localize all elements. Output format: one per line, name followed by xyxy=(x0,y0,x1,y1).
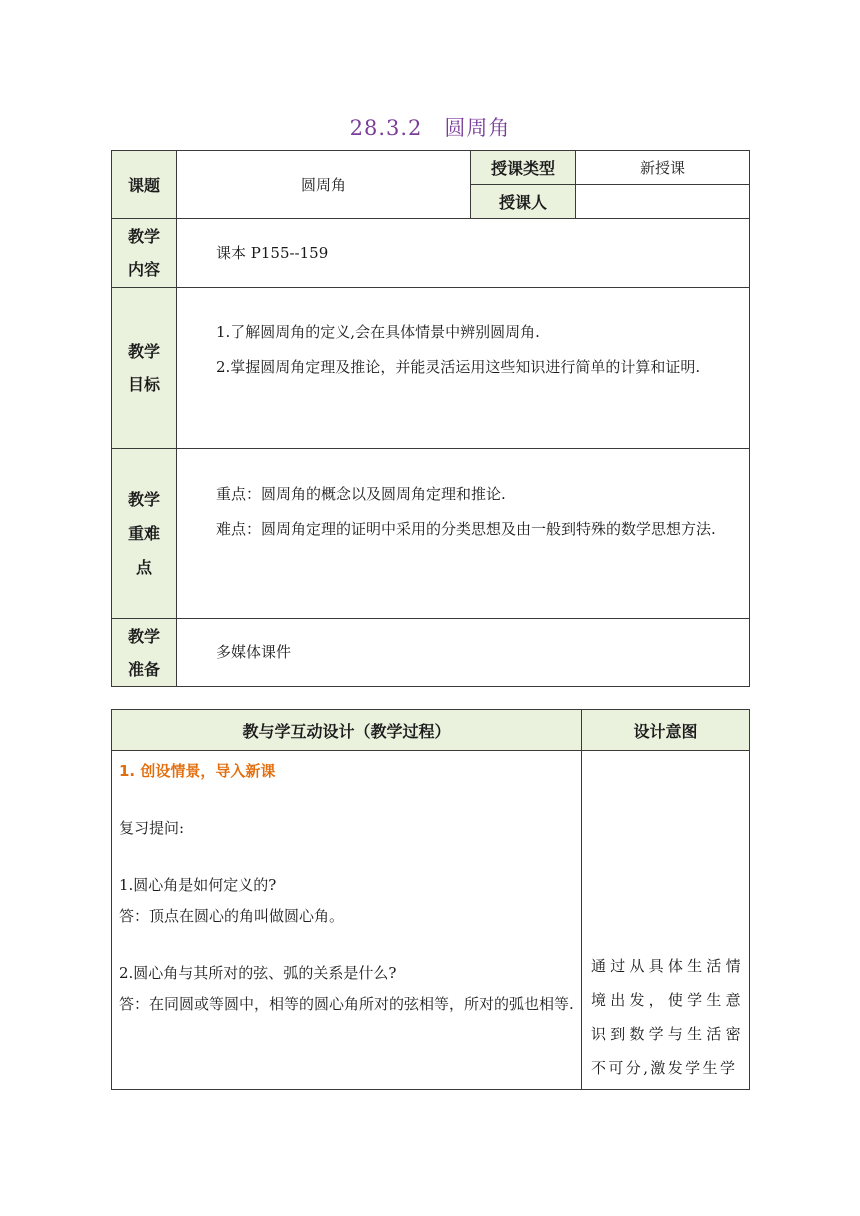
type-label: 授课类型 xyxy=(471,151,576,185)
answer-1: 答：顶点在圆心的角叫做圆心角。 xyxy=(119,907,345,925)
teacher-value xyxy=(576,185,750,219)
process-header: 教与学互动设计（教学过程） xyxy=(112,710,582,751)
intent-text: 通过从具体生活情境出发，使学生意识到数学与生活密不可分,激发学生学 xyxy=(582,751,750,1090)
key-label: 教学 重难 点 xyxy=(112,449,177,619)
prep-label: 教学 准备 xyxy=(112,619,177,687)
teaching-process-table xyxy=(111,709,750,1090)
title-name: 圆周角 xyxy=(444,116,511,140)
goal-text xyxy=(177,288,750,449)
question-1: 1.圆心角是如何定义的? xyxy=(119,876,277,894)
goal-item-2: 2.掌握圆周角定理及推论，并能灵活运用这些知识进行简单的计算和证明. xyxy=(216,358,701,376)
answer-2: 答：在同圆或等圆中，相等的圆心角所对的弦相等，所对的弧也相等. xyxy=(119,995,574,1013)
step-1-title: 1. 创设情景，导入新课 xyxy=(119,762,276,780)
prep-value: 多媒体课件 xyxy=(177,619,750,687)
key-point: 重点：圆周角的概念以及圆周角定理和推论. xyxy=(216,485,506,503)
key-text xyxy=(177,449,750,619)
goal-label: 教学 目标 xyxy=(112,288,177,449)
type-value: 新授课 xyxy=(576,151,750,185)
review-label: 复习提问: xyxy=(119,819,185,837)
process-content xyxy=(112,751,582,1090)
content-value: 课本 P155--159 xyxy=(177,219,750,288)
title-number: 28.3.2 xyxy=(349,116,423,140)
teacher-label: 授课人 xyxy=(471,185,576,219)
topic-value: 圆周角 xyxy=(177,151,471,219)
content-label: 教学 内容 xyxy=(112,219,177,288)
lesson-info-table xyxy=(111,150,750,687)
question-2: 2.圆心角与其所对的弦、弧的关系是什么? xyxy=(119,964,397,982)
goal-item-1: 1.了解圆周角的定义,会在具体情景中辨别圆周角. xyxy=(216,323,540,341)
topic-label: 课题 xyxy=(112,151,177,219)
page-title xyxy=(0,112,860,142)
intent-header: 设计意图 xyxy=(582,710,750,751)
difficult-point: 难点：圆周角定理的证明中采用的分类思想及由一般到特殊的数学思想方法. xyxy=(216,520,716,538)
